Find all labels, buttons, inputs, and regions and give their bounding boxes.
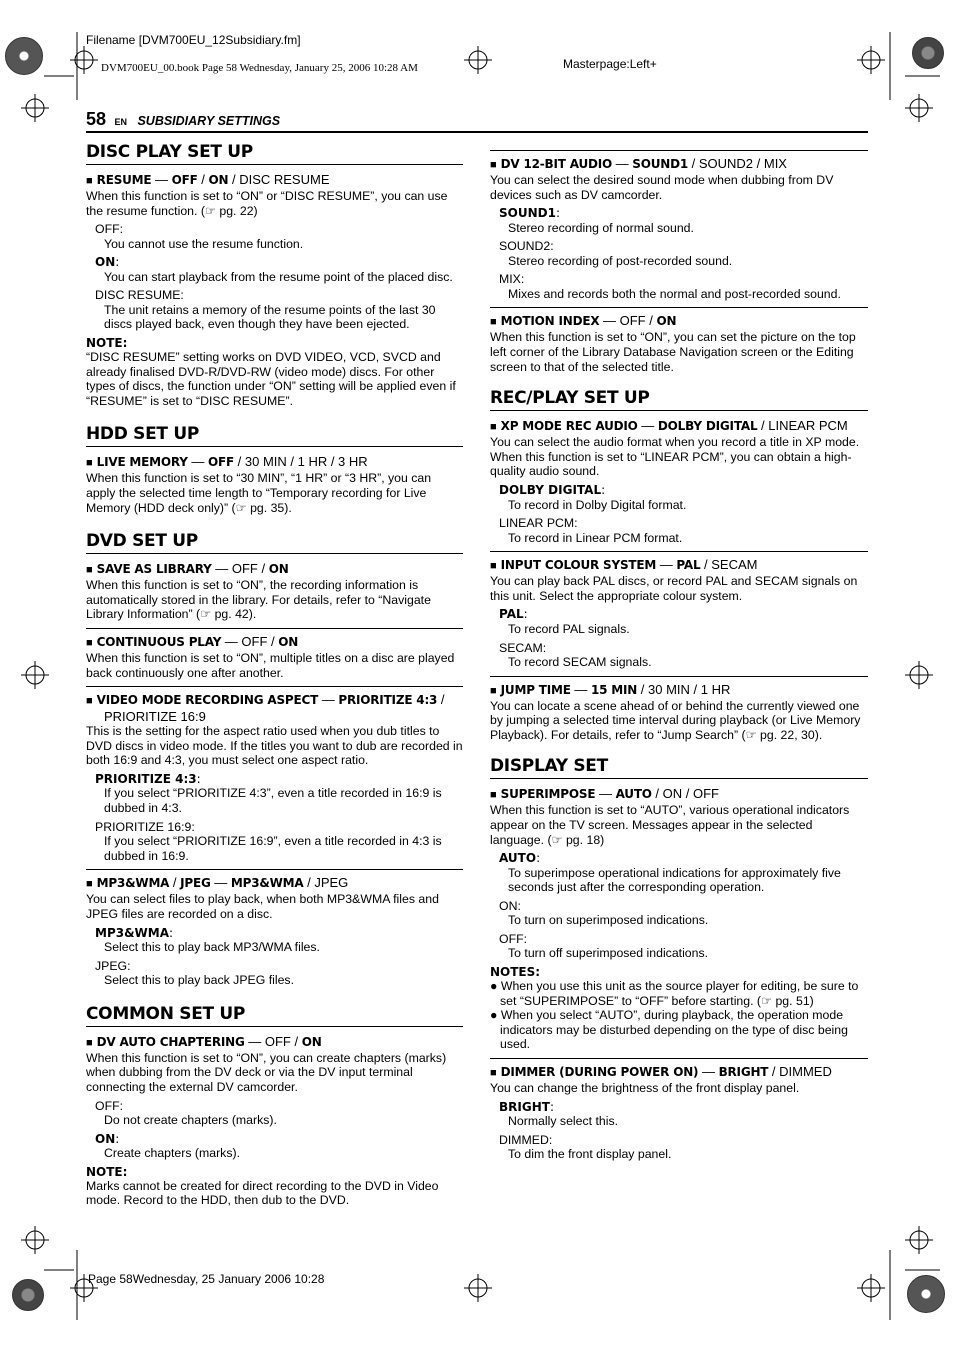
option-label: SOUND1: [499, 206, 560, 221]
book-info: DVM700EU_00.book Page 58 Wednesday, January 25, 2006 10:28 AM [101, 62, 418, 74]
option-label: DIMMED: [499, 1132, 553, 1147]
item-heading: ■ SAVE AS LIBRARY — OFF / ON [86, 561, 289, 577]
item-heading: ■ INPUT COLOUR SYSTEM — PAL / SECAM [490, 557, 758, 573]
option-description: If you select “PRIORITIZE 16:9”, even a title recorded in 4:3 is dubbed in 16:9. [104, 834, 442, 863]
square-bullet-icon: ■ [490, 560, 497, 573]
option-label: OFF: [499, 931, 528, 946]
item-heading: ■ CONTINUOUS PLAY — OFF / ON [86, 634, 299, 649]
option-label: MIX: [499, 272, 525, 287]
option-description: To record in Dolby Digital format. [508, 497, 687, 512]
display-set-section [490, 752, 868, 1161]
option-description: To record SECAM signals. [508, 655, 652, 669]
item-description: When this function is set to “30 MIN”, “1 HR” or “3 HR”, you can apply the selected time length to “Temporary recording for Live Memory (HDD deck only)” (☞ pg. 35). [86, 471, 432, 515]
note-text: Marks cannot be created for direct recording to the DVD in Video mode. Record to the HDD, then dub to the DVD. [86, 1178, 439, 1208]
notes-heading: NOTES: [490, 965, 541, 980]
page-header [86, 109, 868, 133]
option-label: ON: [95, 255, 120, 270]
masterpage-label: Masterpage:Left+ [563, 57, 657, 71]
item-description: When this function is set to “ON” or “DISC RESUME”, you can use the resume function. (☞ pg. 22) [86, 189, 448, 218]
item-description: You can locate a scene ahead of or behind the currently viewed one by jumping a selected time interval during playback (or Live Memory Playback). For details, refer to “Jump Search” (☞ pg. 22, 30). [490, 698, 861, 742]
square-bullet-icon: ■ [86, 637, 93, 649]
square-bullet-icon: ■ [86, 175, 93, 187]
footer-timestamp: Page 58Wednesday, 25 January 2006 10:28 [88, 1272, 325, 1286]
note-heading: NOTE: [86, 1164, 128, 1179]
input-colour-system-item [490, 551, 868, 669]
option-label: PRIORITIZE 16:9: [95, 819, 195, 834]
option-description: To dim the front display panel. [508, 1147, 672, 1162]
item-description: When this function is set to “ON”, multiple titles on a disc are played back continuously one after another. [86, 651, 455, 680]
option-label: SOUND2: [499, 239, 554, 254]
section-title: COMMON SET UP [86, 1000, 463, 1027]
item-description: You can select the audio format when you record a title in XP mode. When this function is set to “LINEAR PCM”, you can obtain a high-quality audio sound. [490, 435, 860, 479]
option-label: PAL: [499, 607, 528, 622]
square-bullet-icon: ■ [490, 789, 497, 802]
item-heading: ■ RESUME — OFF / ON / DISC RESUME [86, 172, 330, 187]
square-bullet-icon: ■ [490, 1067, 497, 1079]
square-bullet-icon: ■ [86, 457, 93, 470]
option-label: SECAM: [499, 640, 547, 655]
option-description: Stereo recording of normal sound. [508, 220, 694, 235]
left-column [86, 138, 463, 1218]
option-label: AUTO: [499, 851, 541, 866]
square-bullet-icon: ■ [86, 1036, 93, 1049]
section-title: HDD SET UP [86, 420, 463, 447]
item-heading: ■ XP MODE REC AUDIO — DOLBY DIGITAL / LINEAR PCM [490, 418, 848, 434]
common-setup-section [86, 1000, 463, 1208]
filename-label: Filename [DVM700EU_12Subsidiary.fm] [86, 33, 301, 47]
item-description: When this function is set to “ON”, the recording information is automatically stored in the library. For details, refer to “Navigate Library Information” (☞ pg. 42). [86, 578, 431, 622]
page-number: 58 [86, 109, 107, 129]
section-title: DISC PLAY SET UP [86, 138, 463, 165]
item-heading: ■ DV 12-BIT AUDIO — SOUND1 / SOUND2 / MIX [490, 156, 787, 171]
square-bullet-icon: ■ [490, 684, 497, 697]
language-code: EN [114, 117, 127, 127]
note-text: “DISC RESUME” setting works on DVD VIDEO, VCD, SVCD and already finalised DVD-R/DVD-RW (video mode) discs. For other types of discs, the function under “ON” setting will be applied even if “RESUME” is set to “DISC RESUME”. [86, 350, 456, 408]
item-heading: ■ SUPERIMPOSE — AUTO / ON / OFF [490, 786, 719, 802]
dv-auto-chaptering-item [86, 1031, 463, 1208]
option-label: OFF: [95, 1098, 124, 1113]
item-heading: ■ MP3&WMA / JPEG — MP3&WMA / JPEG [86, 875, 349, 891]
superimpose-item [490, 783, 868, 1052]
option-description: To superimpose operational indications for approximately five seconds just after the corresponding operation. [508, 865, 841, 895]
option-description: The unit retains a memory of the resume points of the last 30 discs played back, even though they have been ejected. [104, 302, 436, 332]
right-column [490, 150, 868, 1172]
live-memory-item [86, 451, 463, 515]
option-description: Stereo recording of post-recorded sound. [508, 253, 733, 268]
square-bullet-icon: ■ [490, 421, 497, 434]
option-description: Select this to play back JPEG files. [104, 973, 295, 988]
option-label: LINEAR PCM: [499, 516, 578, 531]
dimmer-item [490, 1058, 868, 1162]
option-description: Normally select this. [508, 1114, 619, 1129]
square-bullet-icon: ■ [86, 564, 93, 577]
option-description: Do not create chapters (marks). [104, 1113, 277, 1127]
dvd-setup-section [86, 527, 463, 988]
rec-play-setup-section [490, 384, 868, 742]
item-heading-continued: PRIORITIZE 16:9 [104, 709, 206, 725]
continuous-play-item [86, 628, 463, 680]
item-description: You can select the desired sound mode when dubbing from DV devices such as DV camcorder. [490, 173, 834, 202]
option-label: PRIORITIZE 4:3: [95, 771, 201, 786]
option-label: ON: [499, 898, 521, 913]
item-description: When this function is set to “ON”, you can set the picture on the top left corner of the Library Database Navigation screen or the Editing screen to that of the selected title. [490, 330, 856, 374]
option-label: DOLBY DIGITAL: [499, 483, 606, 498]
chapter-title: SUBSIDIARY SETTINGS [137, 114, 281, 128]
option-description: To turn on superimposed indications. [508, 913, 709, 928]
option-label: BRIGHT: [499, 1099, 554, 1114]
disc-play-setup-section [86, 138, 463, 408]
option-description: If you select “PRIORITIZE 4:3”, even a title recorded in 16:9 is dubbed in 4:3. [104, 786, 442, 816]
option-label: JPEG: [95, 958, 131, 973]
item-heading: ■ JUMP TIME — 15 MIN / 30 MIN / 1 HR [490, 681, 731, 697]
square-bullet-icon: ■ [490, 316, 497, 329]
jump-time-item [490, 676, 868, 743]
xp-mode-rec-audio-item [490, 415, 868, 545]
item-description: This is the setting for the aspect ratio used when you dub titles to DVD discs in video mode. If the titles you want to dub are recorded in both 16:9 and 4:3, you must select one aspect ratio. [86, 724, 463, 768]
resume-item [86, 169, 463, 408]
item-heading: ■ LIVE MEMORY — OFF / 30 MIN / 1 HR / 3 HR [86, 454, 368, 470]
dv-12bit-audio-item [490, 150, 868, 301]
section-title: REC/PLAY SET UP [490, 384, 868, 411]
option-description: To record PAL signals. [508, 621, 630, 636]
item-heading: ■ DV AUTO CHAPTERING — OFF / ON [86, 1033, 322, 1049]
motion-index-item [490, 307, 868, 374]
option-description: Mixes and records both the normal and post-recorded sound. [508, 286, 841, 301]
option-description: Select this to play back MP3/WMA files. [104, 940, 320, 955]
hdd-setup-section [86, 420, 463, 515]
item-heading: ■ DIMMER (DURING POWER ON) — BRIGHT / DIMMED [490, 1064, 832, 1079]
item-heading: ■ MOTION INDEX — OFF / ON [490, 313, 677, 329]
option-label: MP3&WMA: [95, 925, 174, 940]
option-label: OFF: [95, 222, 124, 237]
option-description: You can start playback from the resume point of the placed disc. [104, 269, 453, 284]
item-description: You can change the brightness of the front display panel. [490, 1081, 800, 1095]
square-bullet-icon: ■ [490, 159, 497, 171]
item-description: You can play back PAL discs, or record PAL and SECAM signals on this unit. Select the appropriate colour system. [490, 574, 858, 603]
option-description: To turn off superimposed indications. [508, 946, 709, 961]
option-description: To record in Linear PCM format. [508, 530, 683, 545]
note-bullet: ● When you select “AUTO”, during playback, the operation mode indicators may be disturbed depending on the type of disc being used. [490, 1008, 848, 1052]
option-description: Create chapters (marks). [104, 1146, 240, 1161]
option-description: You cannot use the resume function. [104, 236, 304, 251]
note-bullet: ● When you use this unit as the source player for editing, be sure to set “SUPERIMPOSE” to “OFF” before starting. (☞ pg. 51) [490, 979, 859, 1008]
square-bullet-icon: ■ [86, 878, 93, 891]
option-label: DISC RESUME: [95, 288, 184, 303]
option-label: ON: [95, 1131, 120, 1146]
item-description: You can select files to play back, when both MP3&WMA files and JPEG files are recorded on a disc. [86, 892, 439, 921]
square-bullet-icon: ■ [86, 695, 93, 708]
mp3-jpeg-item [86, 869, 463, 987]
section-title: DISPLAY SET [490, 752, 868, 779]
save-as-library-item [86, 558, 463, 622]
item-description: When this function is set to “ON”, you can create chapters (marks) when dubbing from the DV deck or via the DV input terminal connecting the external DV camcorder. [86, 1050, 447, 1094]
note-heading: NOTE: [86, 336, 128, 351]
item-heading: ■ VIDEO MODE RECORDING ASPECT — PRIORITIZE 4:3 / [86, 692, 445, 708]
video-mode-aspect-item [86, 686, 463, 863]
section-title: DVD SET UP [86, 527, 463, 554]
item-description: When this function is set to “AUTO”, various operational indicators appear on the TV screen. Messages appear in the selected language. (☞ pg. 18) [490, 803, 850, 847]
